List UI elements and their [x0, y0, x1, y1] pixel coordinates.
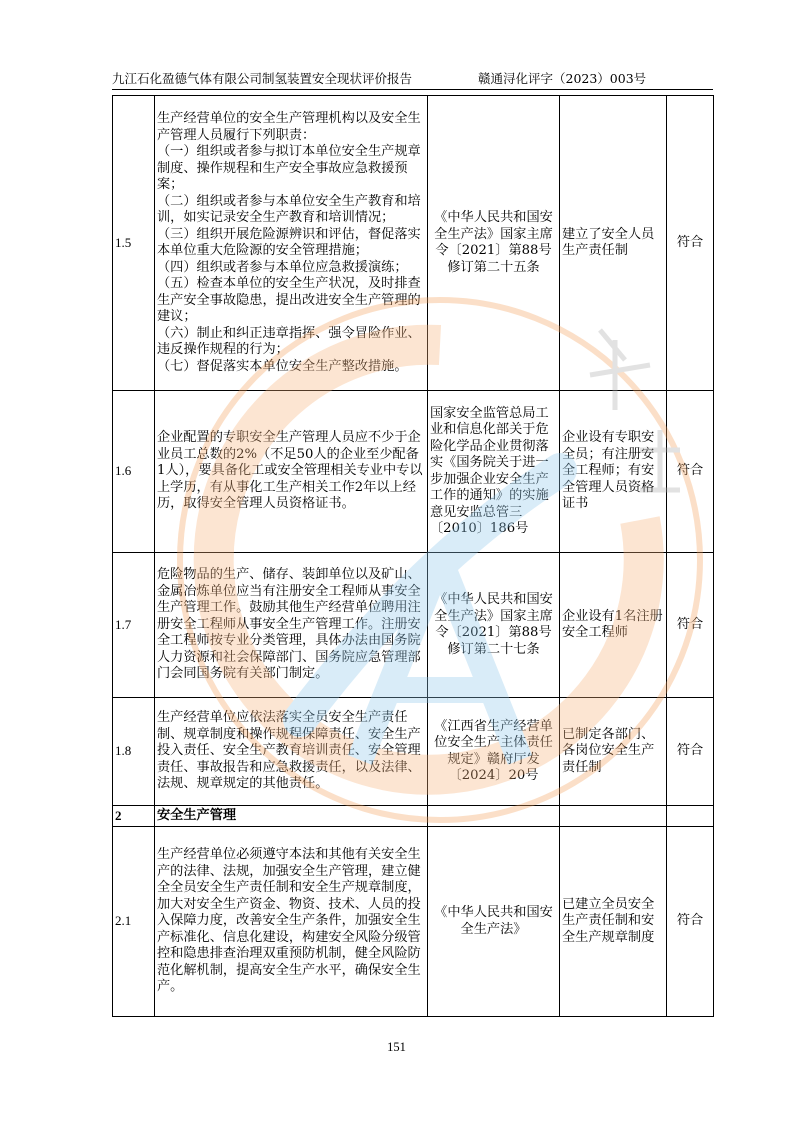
content-line: （六）制止和纠正违章指挥、强令冒险作业、违反操作规程的行为；: [157, 325, 421, 357]
row-result: 符合: [667, 391, 714, 553]
table-row: [113, 553, 714, 698]
row-basis: 国家安全监管总局工业和信息化部关于危险化学品企业贯彻落实《国务院关于进一步加强企业安全生产工作的通知》的实施意见安监总管三〔2010〕186号: [428, 391, 560, 553]
row-result: 符合: [667, 553, 714, 698]
table-row: [113, 96, 714, 391]
row-number: 1.6: [113, 391, 155, 553]
row-content: 生产经营单位应依法落实全员安全生产责任制、规章制度和操作规程保障责任、安全生产投入责任、安全生产教育培训责任、安全管理责任、事故报告和应急救援责任，以及法律、法规、规章规定的其他责任。: [155, 698, 428, 806]
row-number: 1.7: [113, 553, 155, 698]
row-basis: 《中华人民共和国安全生产法》: [428, 827, 560, 1017]
section-title: 安全生产管理: [155, 806, 428, 827]
row-result: 符合: [667, 96, 714, 391]
content-line: 生产经营单位的安全生产管理机构以及安全生产管理人员履行下列职责：: [157, 111, 421, 143]
row-result: 符合: [667, 827, 714, 1017]
empty-cell: [560, 806, 667, 827]
content-line: （三）组织开展危险源辨识和评估，督促落实本单位重大危险源的安全管理措施；: [157, 226, 421, 258]
content-line: （二）组织或者参与本单位安全生产教育和培训，如实记录安全生产教育和培训情况；: [157, 193, 421, 225]
inspection-table: [112, 95, 714, 1017]
table-row: [113, 391, 714, 553]
row-status: 企业设有1名注册安全工程师: [560, 553, 667, 698]
row-content: 生产经营单位必须遵守本法和其他有关安全生产的法律、法规，加强安全生产管理，建立健全全员安全生产责任制和安全生产规章制度，加大对安全生产资金、物资、技术、人员的投入保障力度，改善安全生产条件，加强安全生产标准化、信息化建设，构建安全风险分级管控和隐患排查治理双重预防机制，健全风险防范化解机制，提高安全生产水平，确保安全生产。: [155, 827, 428, 1017]
table-row: [113, 827, 714, 1017]
content-line: （一）组织或者参与拟订本单位安全生产规章制度、操作规程和生产安全事故应急救援预案；: [157, 144, 421, 192]
row-result: 符合: [667, 698, 714, 806]
report-number: 赣通浔化评字（2023）003号: [478, 71, 647, 86]
page-header: [112, 70, 712, 88]
empty-cell: [428, 806, 560, 827]
section-row: [113, 806, 714, 827]
row-content: [155, 96, 428, 391]
header-rule: [112, 89, 713, 90]
row-status: 企业设有专职安全员；有注册安全工程师；有安全管理人员资格证书: [560, 391, 667, 553]
empty-cell: [667, 806, 714, 827]
content-line: （七）督促落实本单位安全生产整改措施。: [157, 358, 408, 374]
row-number: 1.5: [113, 96, 155, 391]
page-number: 151: [387, 1040, 406, 1054]
row-number: 2.1: [113, 827, 155, 1017]
row-content: 危险物品的生产、储存、装卸单位以及矿山、金属冶炼单位应当有注册安全工程师从事安全生产管理工作。鼓励其他生产经营单位聘用注册安全工程师从事安全生产管理工作。注册安全工程师按专业分类管理，具体办法由国务院人力资源和社会保障部门、国务院应急管理部门会同国务院有关部门制定。: [155, 553, 428, 698]
row-basis: 《江西省生产经营单位安全生产主体责任规定》赣府厅发〔2024〕20号: [428, 698, 560, 806]
row-status: 建立了安全人员生产责任制: [560, 96, 667, 391]
row-basis: 《中华人民共和国安全生产法》国家主席令〔2021〕第88号修订第二十七条: [428, 553, 560, 698]
row-status: 已建立全员安全生产责任制和安全生产规章制度: [560, 827, 667, 1017]
section-number: 2: [113, 806, 155, 827]
row-status: 已制定各部门、各岗位安全生产责任制: [560, 698, 667, 806]
row-basis: 《中华人民共和国安全生产法》国家主席令〔2021〕第88号修订第二十五条: [428, 96, 560, 391]
row-content: 企业配置的专职安全生产管理人员应不少于企业员工总数的2%（不足50人的企业至少配备1人），要具备化工或安全管理相关专业中专以上学历，有从事化工生产相关工作2年以上经历，取得安全管理人员资格证书。: [155, 391, 428, 553]
table-row: [113, 698, 714, 806]
report-title: 九江石化盈德气体有限公司制氢装置安全现状评价报告: [112, 71, 413, 86]
content-line: （四）组织或者参与本单位应急救援演练；: [157, 259, 408, 275]
row-number: 1.8: [113, 698, 155, 806]
content-line: （五）检查本单位的安全生产状况，及时排查生产安全事故隐患，提出改进安全生产管理的建议；: [157, 276, 421, 324]
